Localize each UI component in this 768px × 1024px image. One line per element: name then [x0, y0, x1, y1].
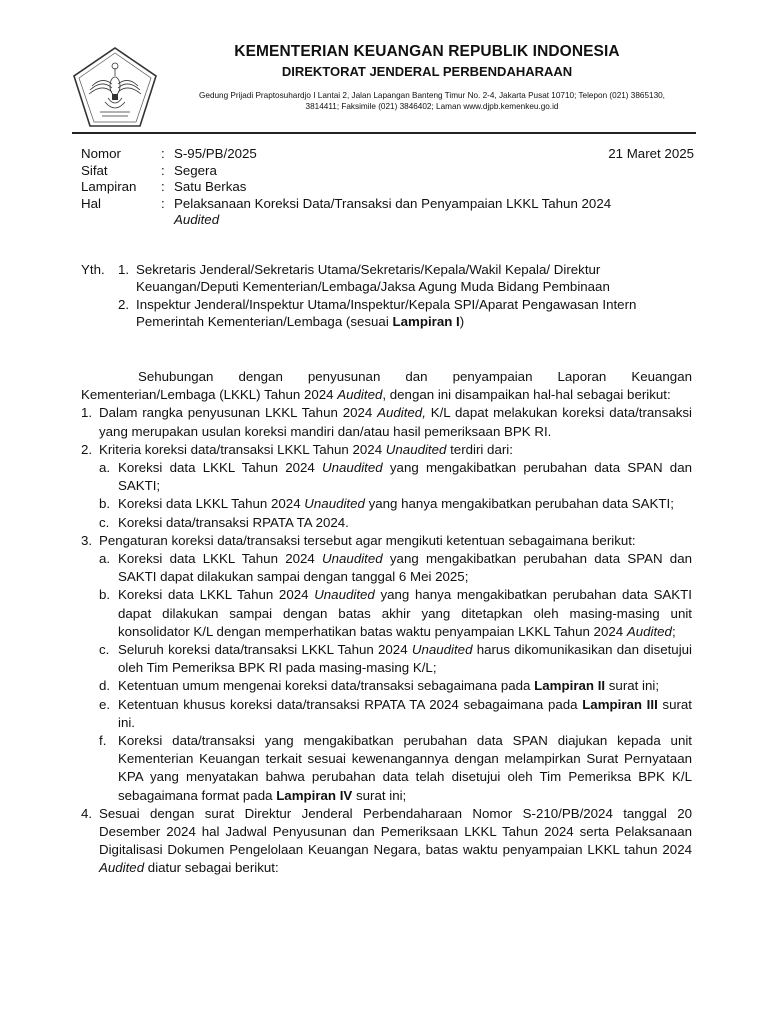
addressee-item [118, 297, 698, 330]
attachment-ref: Lampiran I [392, 313, 460, 329]
sub-number: d. [99, 678, 111, 694]
sub-text [118, 550, 692, 586]
meta-label: Lampiran [81, 179, 137, 194]
letter-meta [81, 146, 674, 229]
meta-row-sifat [81, 163, 674, 180]
item-lead: Pengaturan koreksi data/transaksi tersebut agar mengikuti ketentuan sebagaimana berikut: [99, 532, 636, 548]
italic-run: Audited [626, 623, 672, 639]
meta-colon: : [161, 195, 165, 211]
text-run: yang mengakibatkan perubahan data SPAN dan SAKTI; [118, 460, 692, 494]
meta-colon: : [161, 162, 165, 178]
addressee-text-main: Inspektur Jenderal/Inspektur Utama/Inspektur/Kepala SPI/Aparat Pengawasan Intern Pemerintah Kementerian/Lembaga (sesuai [136, 297, 637, 329]
meta-row-hal [81, 196, 674, 229]
sub-item [99, 732, 692, 805]
garuda-emblem-icon [72, 46, 158, 130]
sub-number: b. [99, 496, 111, 512]
addressee-list [118, 262, 698, 332]
meta-value: S-95/PB/2025 [174, 146, 257, 161]
text-run: ; [671, 623, 676, 639]
meta-value [174, 196, 674, 229]
text-run: yang mengakibatkan perubahan data SPAN dan SAKTI dapat dilakukan sampai dengan tanggal 6 Mei 2025; [118, 551, 692, 585]
text-run: Sesuai dengan surat Direktur Jenderal Perbendaharaan Nomor S-210/PB/2024 tanggal 20 Desember 2024 hal Jadwal Penyusunan dan Pemeriksaan LKKL Tahun 2024 serta Pelaksanaan Digitalisasi Dokumen Pengelolaan Keuangan Negara, batas waktu penyampaian LKKL tahun 2024 [99, 805, 692, 858]
sub-number: a. [99, 551, 111, 567]
text-run: , dengan ini disampaikan hal-hal sebagai berikut: [382, 387, 671, 403]
text-run: K/L dapat melakukan koreksi data/transaksi yang merupakan usulan koreksi mandiri dan/atau hasil pemeriksaan BPK RI. [99, 405, 692, 439]
italic-run: Unaudited [385, 441, 447, 457]
list-item-1 [81, 404, 692, 440]
meta-label: Sifat [81, 162, 108, 178]
meta-row-nomor [81, 146, 674, 163]
item-content [99, 441, 692, 532]
sub-text [118, 586, 692, 641]
sub-number: f. [99, 733, 107, 749]
sub-text [118, 641, 692, 677]
opening-paragraph [81, 368, 692, 404]
meta-row-lampiran [81, 179, 674, 196]
italic-run: Audited [99, 860, 145, 876]
text-run: Sehubungan dengan penyusunan dan penyampaian Laporan Keuangan Kementerian/Lembaga (LKKL) Tahun 2024 [81, 369, 692, 403]
text-run: surat ini; [352, 787, 407, 803]
sub-item [99, 514, 692, 532]
sub-number: e. [99, 696, 111, 712]
sub-item [99, 459, 692, 495]
address-line-2: 3814411; Faksimile (021) 3846402; Laman www.djpb.kemenkeu.go.id [305, 102, 559, 111]
directorate-name: DIREKTORAT JENDERAL PERBENDAHARAAN [281, 64, 573, 79]
sub-text [118, 696, 692, 732]
italic-run: Unaudited [411, 642, 473, 658]
sub-number: a. [99, 460, 111, 476]
item-content [99, 404, 692, 440]
list-item-2 [81, 441, 692, 532]
text-run: Ketentuan khusus koreksi data/transaksi RPATA TA 2024 sebagaimana pada [118, 696, 583, 712]
sub-item [99, 550, 692, 586]
text-run: Koreksi data LKKL Tahun 2024 [118, 587, 315, 603]
text-run: Koreksi data/transaksi yang mengakibatkan perubahan data SPAN diajukan kepada unit Kementerian Keuangan terkait sesuai kewenangannya dengan melampirkan Surat Pernyataan KPA yang menyatakan bahwa perubahan data telah disetujui oleh Tim Pemeriksa BPK K/L sebagaimana format pada [118, 733, 692, 803]
item-content [99, 532, 692, 805]
meta-label: Nomor [81, 146, 121, 161]
meta-colon: : [161, 146, 165, 161]
sub-item [99, 696, 692, 732]
text-run: Kriteria koreksi data/transaksi LKKL Tahun 2024 [99, 441, 386, 457]
item-number: 1. [81, 405, 93, 421]
text-run: surat ini; [605, 678, 660, 694]
sub-number: b. [99, 587, 111, 603]
text-run: terdiri dari: [446, 441, 513, 457]
text-run: yang hanya mengakibatkan perubahan data SAKTI; [364, 496, 674, 512]
text-run: Ketentuan umum mengenai koreksi data/transaksi sebagaimana pada [118, 678, 535, 694]
item-number: 4. [81, 805, 93, 821]
text-run: harus dikomunikasikan dan disetujui oleh Tim Pemeriksa BPK RI pada masing-masing K/L; [118, 642, 693, 676]
sub-text [118, 677, 692, 695]
item-number: 2. [81, 441, 93, 457]
address-block [172, 90, 692, 112]
meta-colon: : [161, 179, 165, 194]
text-run: Koreksi data LKKL Tahun 2024 [118, 460, 323, 476]
addressee-text: Sekretaris Jenderal/Sekretaris Utama/Sekretaris/Kepala/Wakil Kepala/ Direktur Keuangan/Deputi Kementerian/Lembaga/Jaksa Agung Muda Bidang Pembinaan [136, 262, 610, 294]
addressee-text [136, 297, 698, 330]
meta-label: Hal [81, 195, 101, 211]
sub-item [99, 677, 692, 695]
italic-run: Audited, [377, 405, 426, 421]
item-content [99, 805, 692, 878]
italic-run: Unaudited [322, 551, 383, 567]
yth-label: Yth. [81, 262, 105, 277]
address-line-1: Gedung Prijadi Praptosuhardjo I Lantai 2, Jalan Lapangan Banteng Timur No. 2-4, Jakarta Pusat 10710; Telepon (021) 3865130, [199, 91, 665, 100]
text-run: Seluruh koreksi data/transaksi LKKL Tahun 2024 [118, 642, 412, 658]
addressee-number: 2. [118, 297, 130, 312]
sub-number: c. [99, 642, 110, 658]
sub-text [118, 495, 692, 513]
subject-text: Pelaksanaan Koreksi Data/Transaksi dan Penyampaian LKKL Tahun 2024 [174, 195, 612, 211]
subject-italic: Audited [174, 212, 220, 227]
attachment-ref: Lampiran III [582, 696, 658, 712]
letter-date: 21 Maret 2025 [608, 146, 694, 161]
addressee-item [118, 262, 698, 295]
addressee-number: 1. [118, 262, 130, 277]
addressee-text-tail: ) [459, 313, 465, 329]
meta-value: Satu Berkas [174, 179, 247, 194]
sub-number: c. [99, 514, 110, 530]
text-run: Dalam rangka penyusunan LKKL Tahun 2024 [99, 405, 378, 421]
italic-run: Audited [337, 387, 383, 403]
italic-run: Unaudited [304, 496, 365, 512]
letter-body [81, 368, 692, 878]
text-run: Koreksi data LKKL Tahun 2024 [118, 551, 323, 567]
list-item-3 [81, 532, 692, 805]
italic-run: Unaudited [322, 460, 383, 476]
sub-text [118, 459, 692, 495]
meta-value: Segera [174, 162, 217, 178]
text-run: yang hanya mengakibatkan perubahan data SAKTI dapat dilakukan sampai dengan batas akhir yang ditetapkan oleh masing-masing unit konsolidator K/L dengan memperhatikan batas waktu penyampaian LKKL Tahun 2024 [118, 587, 692, 639]
sub-text [118, 732, 692, 805]
item-number: 3. [81, 532, 93, 548]
sub-item [99, 495, 692, 513]
sub-item [99, 586, 692, 641]
italic-run: Unaudited [314, 587, 375, 603]
text-run: Koreksi data LKKL Tahun 2024 [118, 496, 305, 512]
text-run: surat ini. [118, 696, 692, 730]
sub-item [99, 641, 692, 677]
text-run: diatur sebagai berikut: [144, 860, 279, 876]
item-lead [99, 441, 692, 459]
attachment-ref: Lampiran IV [276, 787, 353, 803]
list-item-4 [81, 805, 692, 878]
ministry-name: KEMENTERIAN KEUANGAN REPUBLIK INDONESIA [234, 43, 620, 60]
letterhead-divider [72, 132, 696, 134]
attachment-ref: Lampiran II [534, 678, 606, 694]
sub-text: Koreksi data/transaksi RPATA TA 2024. [118, 514, 349, 530]
